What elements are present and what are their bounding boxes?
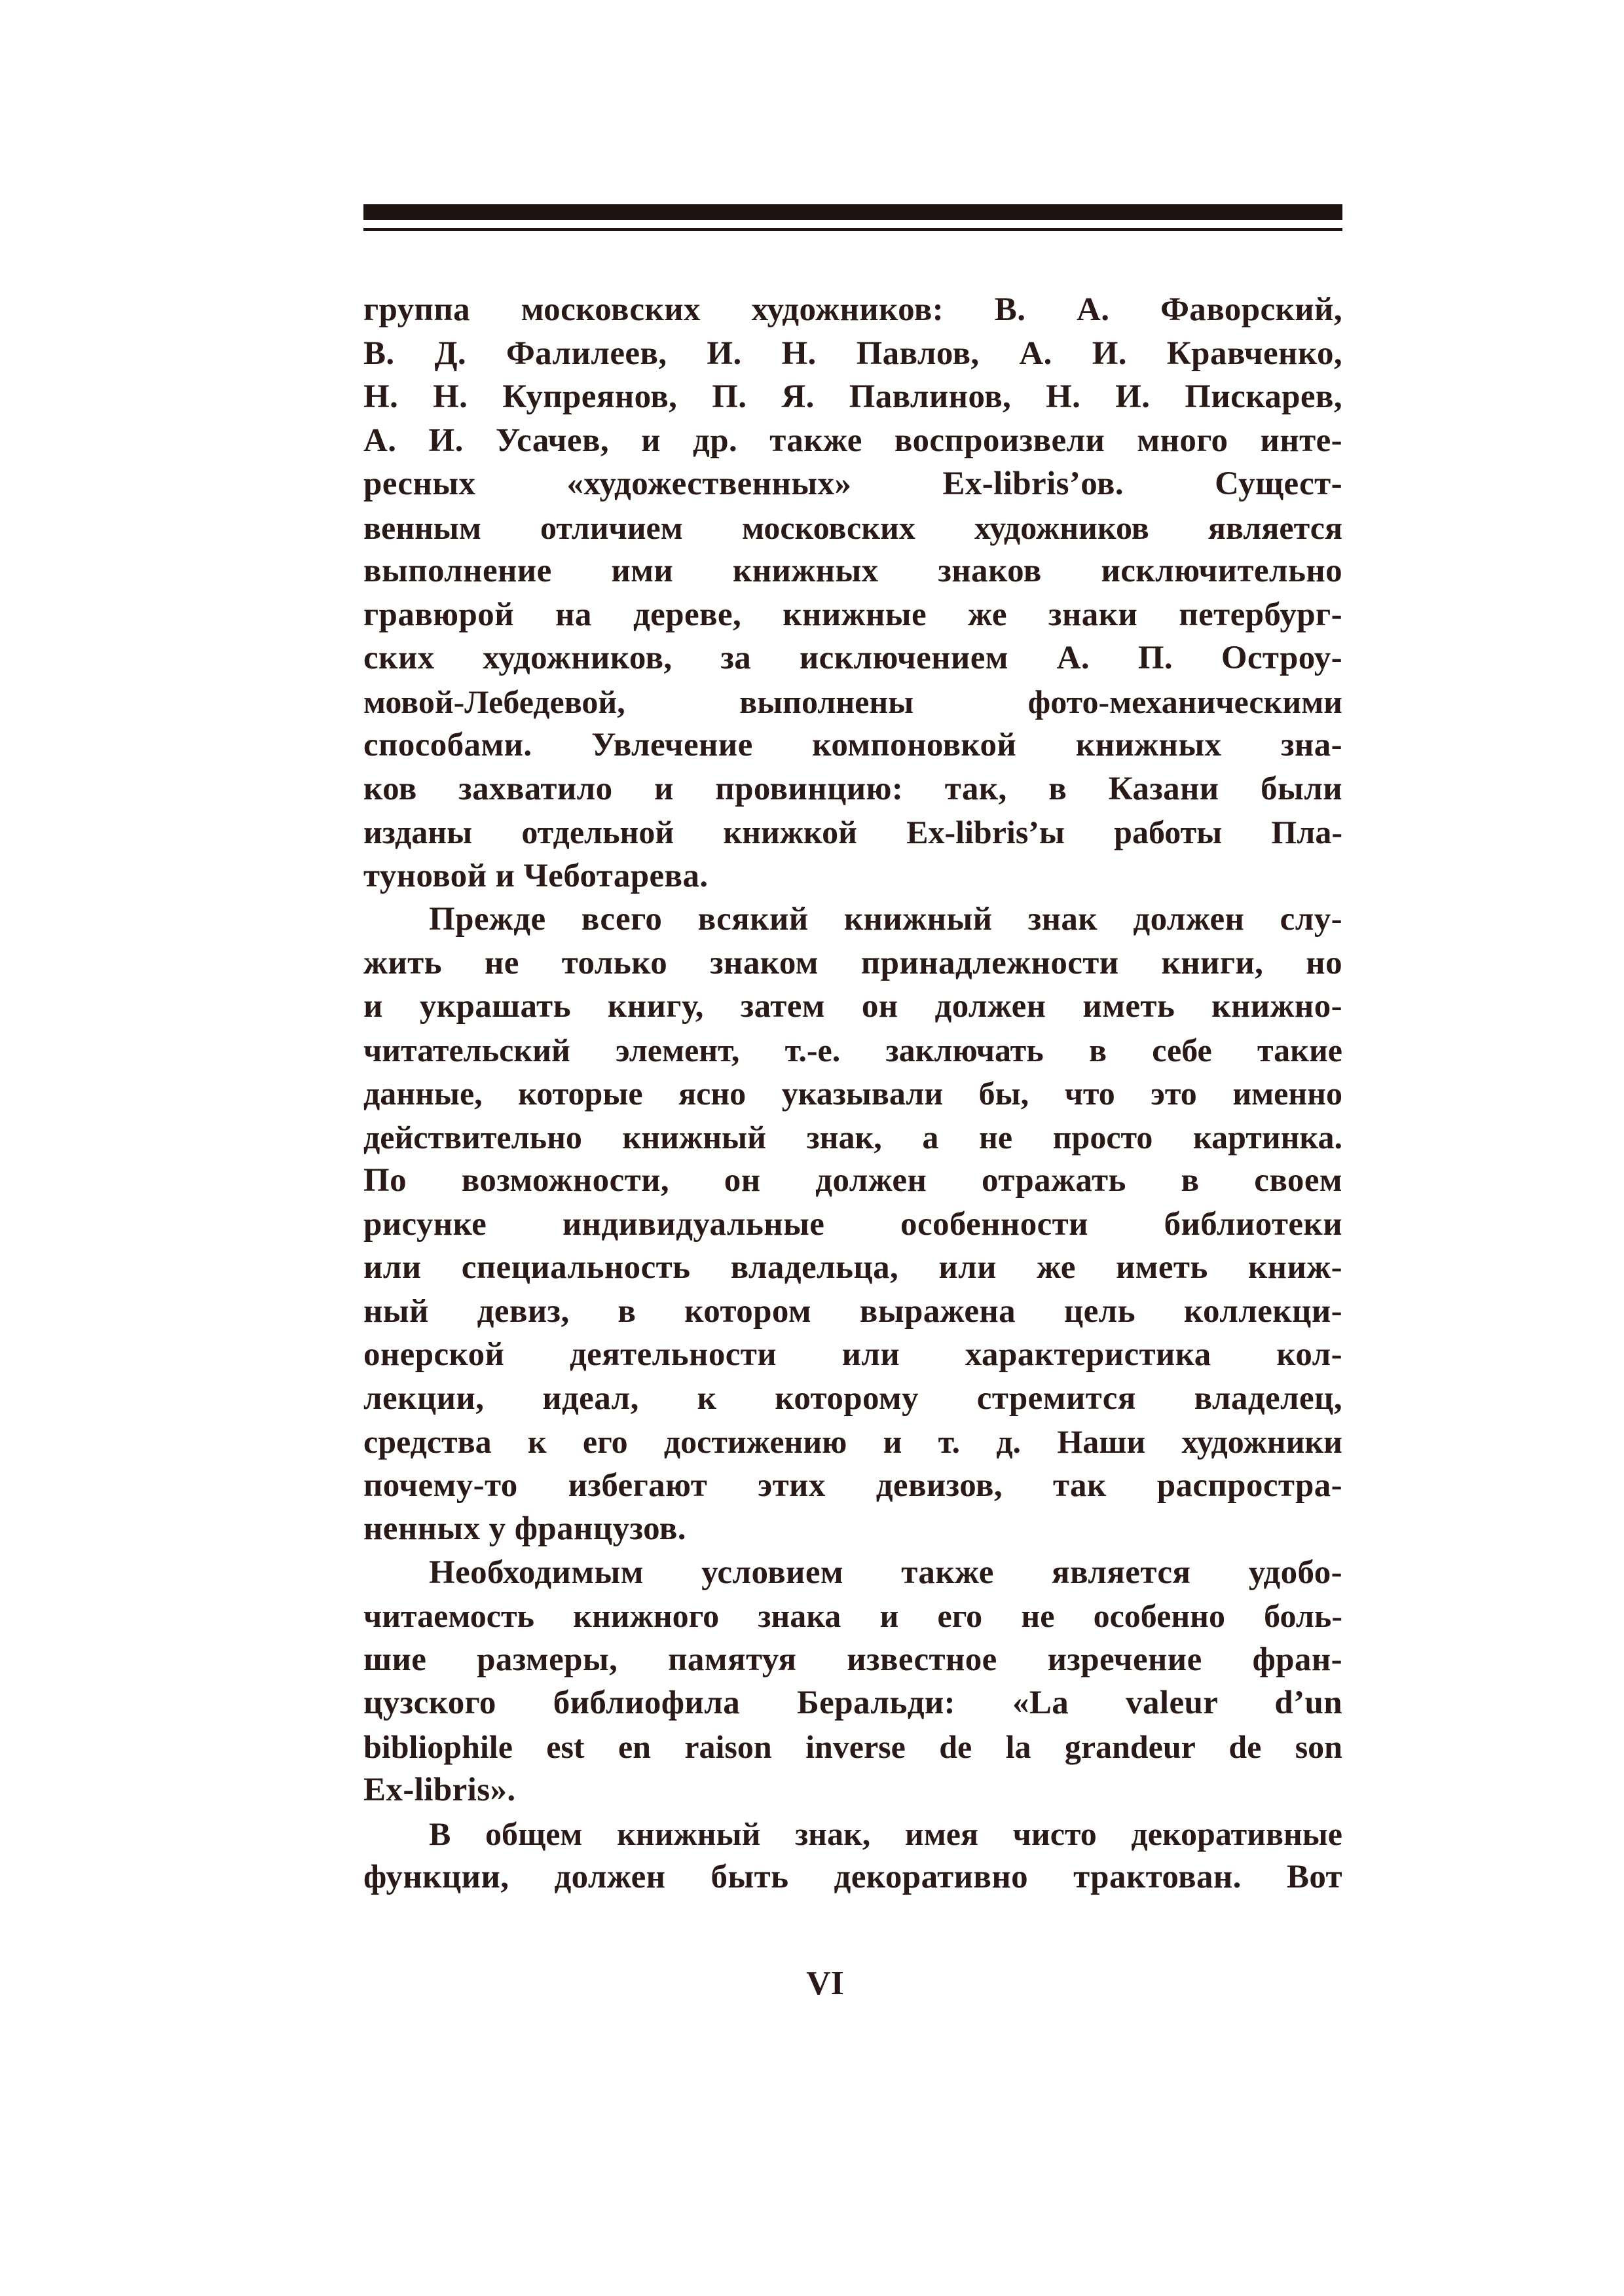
text-line: и украшать книгу, затем он должен иметь книжно- xyxy=(363,988,1342,1025)
text-line: ресных «художественных» Ex-libris’ов. Сущест- xyxy=(363,465,1342,502)
text-line: шие размеры, памятуя известное изречение фран- xyxy=(363,1641,1342,1678)
text-line: данные, которые ясно указывали бы, что это именно xyxy=(363,1075,1342,1112)
body-text xyxy=(363,288,1342,1964)
text-line: Прежде всего всякий книжный знак должен слу- xyxy=(429,901,1342,938)
text-line: По возможности, он должен отражать в своем xyxy=(363,1162,1342,1199)
text-line: мовой-Лебедевой, выполнены фото-механическими xyxy=(363,683,1342,720)
text-line: Ex-libris». xyxy=(363,1772,516,1808)
text-line: жить не только знаком принадлежности книги, но xyxy=(363,944,1342,981)
text-line: выполнение ими книжных знаков исключительно xyxy=(363,553,1342,589)
header-rule-thick xyxy=(363,204,1342,220)
text-line: читательский элемент, т.-е. заключать в себе такие xyxy=(363,1031,1342,1068)
text-line: ских художников, за исключением А. П. Остроу- xyxy=(363,640,1342,676)
text-line: средства к его достижению и т. д. Наши художники xyxy=(363,1423,1342,1460)
text-line: рисунке индивидуальные особенности библиотеки xyxy=(363,1205,1342,1243)
text-line: туновой и Чеботарева. xyxy=(363,857,709,894)
text-line: группа московских художников: В. А. Фаворский, xyxy=(363,291,1342,328)
text-line: ненных у французов. xyxy=(363,1510,686,1547)
text-line: или специальность владельца, или же иметь книж- xyxy=(363,1249,1342,1286)
text-line: ков захватило и провинцию: так, в Казани были xyxy=(363,770,1342,807)
text-line: цузского библиофила Беральди: «La valeur d’un xyxy=(363,1685,1342,1721)
text-line: Н. Н. Купреянов, П. Я. Павлинов, Н. И. Пискарев, xyxy=(363,378,1342,415)
text-line: bibliophile est en raison inverse de la grandeur de son xyxy=(363,1728,1342,1765)
text-line: В. Д. Фалилеев, И. Н. Павлов, А. И. Кравченко, xyxy=(363,335,1342,372)
text-line: способами. Увлечение компоновкой книжных зна- xyxy=(363,727,1342,763)
text-line: гравюрой на дереве, книжные же знаки петербург- xyxy=(363,596,1342,633)
header-rule-thin xyxy=(363,228,1342,231)
text-line: лекции, идеал, к которому стремится владелец, xyxy=(363,1379,1342,1417)
text-line: функции, должен быть декоративно трактован. Вот xyxy=(363,1859,1342,1895)
text-line: действительно книжный знак, а не просто картинка. xyxy=(363,1118,1342,1156)
text-line: Необходимым условием также является удобо- xyxy=(429,1554,1342,1591)
text-line: онерской деятельности или характеристика кол- xyxy=(363,1336,1342,1373)
text-line: читаемость книжного знака и его не особенно боль- xyxy=(363,1597,1342,1634)
text-line: А. И. Усачев, и др. также воспроизвели много инте- xyxy=(363,422,1342,459)
text-line: ный девиз, в котором выражена цель коллекци- xyxy=(363,1292,1342,1330)
text-line: В общем книжный знак, имея чисто декоративные xyxy=(429,1815,1342,1852)
text-line: венным отличием московских художников является xyxy=(363,509,1342,546)
text-line: изданы отдельной книжкой Ex-libris’ы работы Пла- xyxy=(363,814,1342,850)
page-number: VI xyxy=(806,1965,844,2002)
text-line: почему-то избегают этих девизов, так распростра- xyxy=(363,1467,1342,1504)
